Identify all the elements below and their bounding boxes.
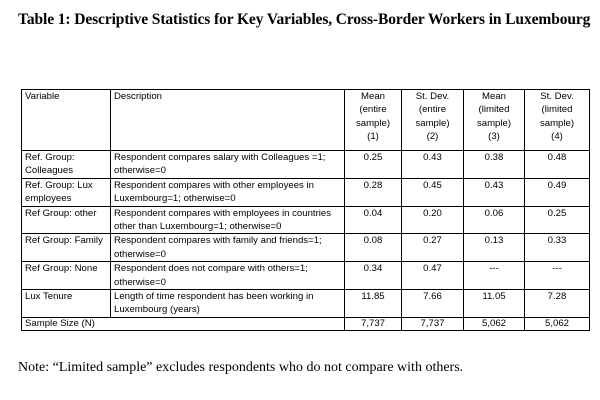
description-cell: Respondent compares with employees in countries other than Luxembourg=1; otherwise=0	[111, 206, 345, 234]
variable-cell: Ref Group: Family	[22, 234, 111, 262]
mean-limited-cell: 11.05	[464, 290, 525, 318]
table-title: Table 1: Descriptive Statistics for Key Variables, Cross-Border Workers in Luxembourg	[18, 11, 591, 28]
sample-size-row	[22, 317, 590, 330]
variable-cell: Lux Tenure	[22, 290, 111, 318]
mean-limited-cell: 0.06	[464, 206, 525, 234]
mean-entire-cell: 0.25	[345, 151, 402, 179]
sd-entire-cell: 0.47	[402, 262, 464, 290]
description-cell: Respondent does not compare with others=1; otherwise=0	[111, 262, 345, 290]
variable-cell: Ref Group: None	[22, 262, 111, 290]
table-row	[22, 290, 590, 318]
variable-cell: Ref. Group: Lux employees	[22, 178, 111, 206]
table-row	[22, 234, 590, 262]
table-row	[22, 151, 590, 179]
description-cell: Respondent compares with other employees in Luxembourg=1; otherwise=0	[111, 178, 345, 206]
table-row	[22, 206, 590, 234]
sd-limited-cell: 0.25	[525, 206, 590, 234]
mean-entire-cell: 0.28	[345, 178, 402, 206]
header-variable: Variable	[22, 90, 111, 151]
table-note: Note: “Limited sample” excludes respondents who do not compare with others.	[18, 360, 464, 375]
table-row	[22, 178, 590, 206]
variable-cell: Ref Group: other	[22, 206, 111, 234]
header-mean-limited: Mean (limited sample) (3)	[464, 90, 525, 151]
sd-limited-cell: 7.28	[525, 290, 590, 318]
sd-entire-cell: 7.66	[402, 290, 464, 318]
sd-entire-cell: 0.27	[402, 234, 464, 262]
header-sd-entire: St. Dev. (entire sample) (2)	[402, 90, 464, 151]
sample-size-mean-limited: 5,062	[464, 317, 525, 330]
table-header-row	[22, 90, 590, 151]
mean-entire-cell: 11.85	[345, 290, 402, 318]
mean-entire-cell: 0.08	[345, 234, 402, 262]
sd-entire-cell: 0.20	[402, 206, 464, 234]
header-description: Description	[111, 90, 345, 151]
mean-limited-cell: 0.13	[464, 234, 525, 262]
mean-entire-cell: 0.34	[345, 262, 402, 290]
sd-entire-cell: 0.43	[402, 151, 464, 179]
sample-size-label: Sample Size (N)	[22, 317, 345, 330]
sd-limited-cell: 0.33	[525, 234, 590, 262]
mean-limited-cell: 0.43	[464, 178, 525, 206]
description-cell: Length of time respondent has been working in Luxembourg (years)	[111, 290, 345, 318]
descriptive-statistics-table	[21, 89, 590, 331]
description-cell: Respondent compares with family and friends=1; otherwise=0	[111, 234, 345, 262]
mean-entire-cell: 0.04	[345, 206, 402, 234]
description-cell: Respondent compares salary with Colleagues =1; otherwise=0	[111, 151, 345, 179]
sample-size-mean-entire: 7,737	[345, 317, 402, 330]
mean-limited-cell: 0.38	[464, 151, 525, 179]
sample-size-sd-limited: 5,062	[525, 317, 590, 330]
variable-cell: Ref. Group: Colleagues	[22, 151, 111, 179]
sd-limited-cell: 0.48	[525, 151, 590, 179]
sd-limited-cell: 0.49	[525, 178, 590, 206]
sample-size-sd-entire: 7,737	[402, 317, 464, 330]
sd-limited-cell: ---	[525, 262, 590, 290]
header-sd-limited: St. Dev. (limited sample) (4)	[525, 90, 590, 151]
header-mean-entire: Mean (entire sample) (1)	[345, 90, 402, 151]
sd-entire-cell: 0.45	[402, 178, 464, 206]
mean-limited-cell: ---	[464, 262, 525, 290]
table-row	[22, 262, 590, 290]
